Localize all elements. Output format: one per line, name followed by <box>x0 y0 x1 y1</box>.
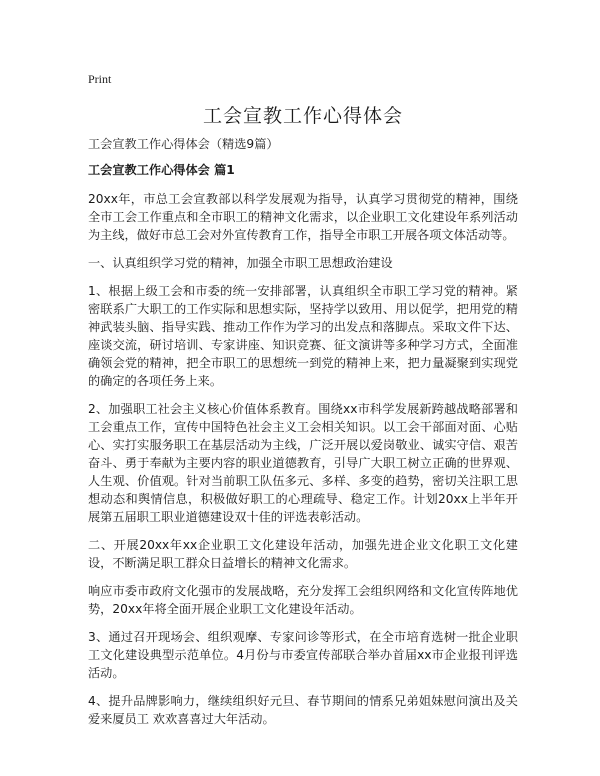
paragraph-response: 响应市委市政府文化强市的发展战略，充分发挥工会组织网络和文化宣传阵地优势，20xx年将全面开展企业职工文化建设年活动。 <box>88 584 518 616</box>
paragraph-heading-1: 一、认真组织学习党的精神，加强全市职工思想政治建设 <box>88 256 393 270</box>
section-heading: 工会宣教工作心得体会 篇1 <box>88 163 235 177</box>
paragraph-item-1: 1、根据上级工会和市委的统一安排部署，认真组织全市职工学习党的精神。紧密联系广大职工的工作实际和思想实际，坚持学以致用、用以促学，把用党的精神武装头脑、指导实践、推动工作作为学习的出发点和落脚点。采取文件下达、座谈交流，研讨培训、专家讲座、知识竞赛、征文演讲等多种学习方式，全面准确领会党的精神，把全市职工的思想统一到党的精神上来，把力量凝聚到实现党的确定的各项任务上来。 <box>88 284 518 388</box>
print-link[interactable]: Print <box>88 72 112 86</box>
document-title: 工会宣教工作心得体会 <box>202 105 403 127</box>
paragraph-item-3: 3、通过召开现场会、组织观摩、专家问诊等形式，在全市培育选树一批企业职工文化建设典型示范单位。4月份与市委宣传部联合举办首届xx市企业报刊评选活动。 <box>88 630 518 680</box>
paragraph-heading-2: 二、开展20xx年xx企业职工文化建设年活动，加强先进企业文化职工文化建设，不断满足职工群众日益增长的精神文化需求。 <box>88 538 518 570</box>
document-body <box>88 135 518 738</box>
document-subtitle: 工会宣教工作心得体会（精选9篇） <box>88 137 279 151</box>
paragraph-item-4: 4、提升品牌影响力，继续组织好元旦、春节期间的情系兄弟姐妹慰问演出及关爱来厦员工 欢欢喜喜过大年活动。 <box>88 694 518 726</box>
paragraph-intro: 20xx年，市总工会宣教部以科学发展观为指导，认真学习贯彻党的精神，围绕全市工会工作重点和全市职工的精神文化需求，以企业职工文化建设年系列活动为主线，做好市总工会对外宣传教育工作，指导全市职工开展各项文体活动等。 <box>88 192 518 242</box>
paragraph-item-2: 2、加强职工社会主义核心价值体系教育。围绕xx市科学发展新跨越战略部署和工会重点工作，宣传中国特色社会主义工会相关知识。以工会干部面对面、心贴心、实打实服务职工在基层活动为主线，广泛开展以爱岗敬业、诚实守信、艰苦奋斗、勇于奉献为主要内容的职业道德教育，引导广大职工树立正确的世界观、人生观、价值观。针对当前职工队伍多元、多样、多变的趋势，密切关注职工思想动态和舆情信息，积极做好职工的心理疏导、稳定工作。计划20xx上半年开展第五届职工职业道德建设双十佳的评选表彰活动。 <box>88 402 518 524</box>
